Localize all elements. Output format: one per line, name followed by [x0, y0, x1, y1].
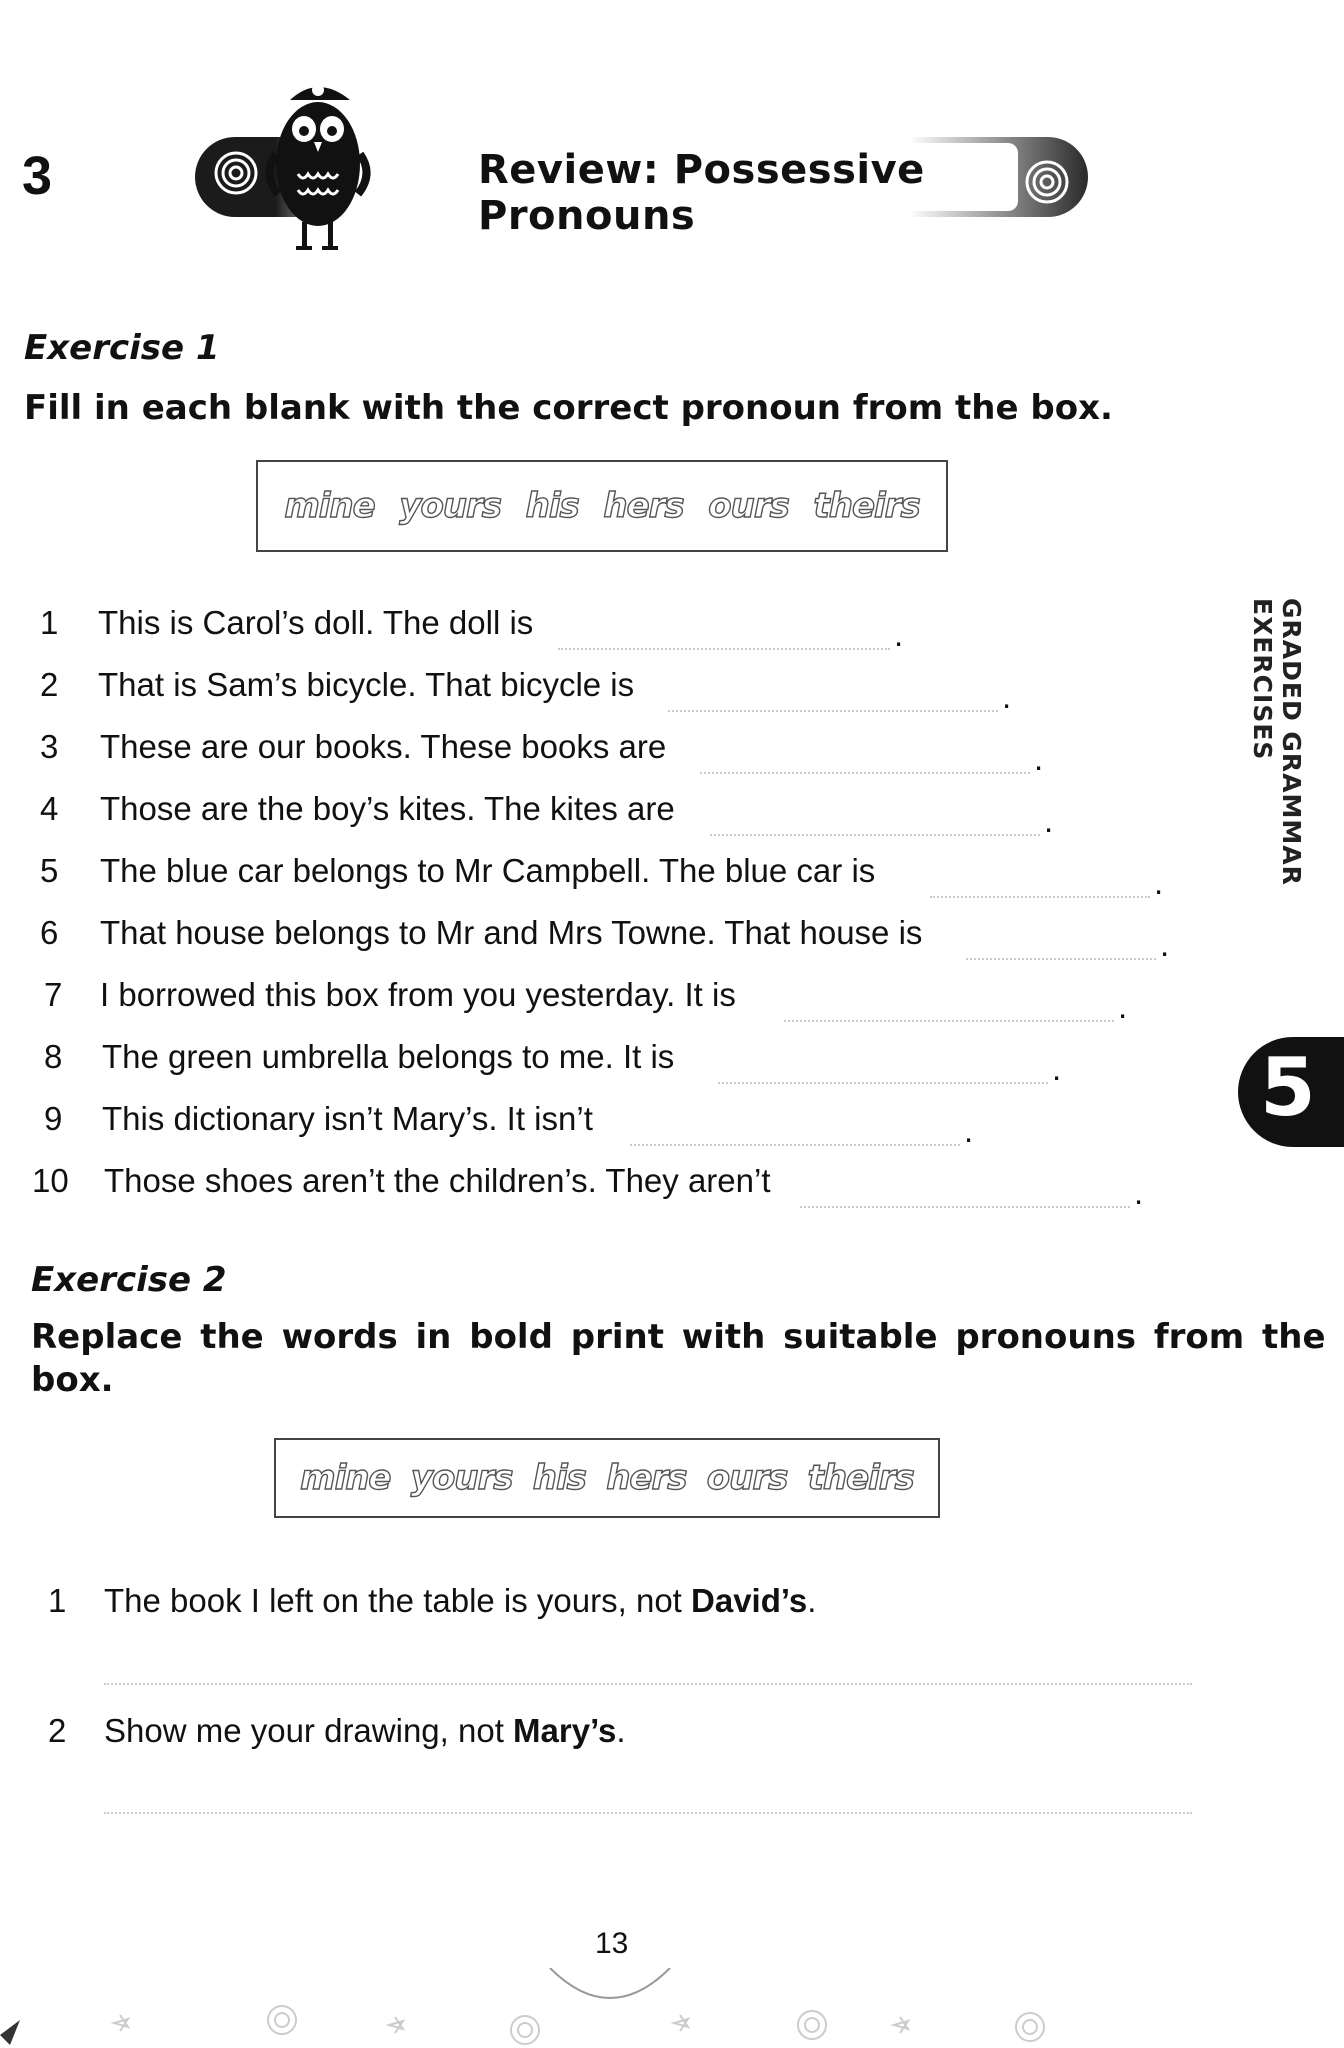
level-number: 5 [1260, 1041, 1316, 1134]
word-mine: mine [284, 486, 375, 526]
item-text: This is Carol’s doll. The doll is [98, 604, 534, 641]
word-box-1 [256, 460, 948, 552]
exercise-1-instruction: Fill in each blank with the correct pronoun from the box. [24, 388, 1113, 428]
item-number: 2 [40, 666, 59, 703]
item-number: 8 [44, 1038, 63, 1075]
word-hers: hers [603, 486, 684, 526]
word-box-2 [274, 1438, 940, 1518]
period: . [894, 616, 904, 653]
page-title: Review: Possessive Pronouns [478, 147, 925, 239]
item-text: That house belongs to Mr and Mrs Towne. That house is [100, 914, 923, 951]
level-tab [1238, 1037, 1344, 1147]
word-ours: ours [706, 1458, 788, 1498]
answer-blank[interactable] [718, 1082, 1048, 1084]
answer-blank[interactable] [784, 1020, 1114, 1022]
swirl-left-icon [211, 148, 261, 198]
word-his: his [525, 486, 579, 526]
exercise-2-instruction-cont: box. [31, 1360, 114, 1400]
word-yours: yours [399, 486, 502, 526]
answer-blank[interactable] [800, 1206, 1130, 1208]
period: . [1154, 864, 1164, 901]
item-text: These are our books. These books are [100, 728, 667, 765]
answer-line-2[interactable] [104, 1812, 1192, 1814]
word-yours: yours [410, 1458, 513, 1498]
item-number: 10 [32, 1162, 69, 1199]
item-text: Those shoes aren’t the children’s. They aren’t [104, 1162, 771, 1199]
period: . [1002, 678, 1012, 715]
item-text: Those are the boy’s kites. The kites are [100, 790, 675, 827]
word-hers: hers [606, 1458, 687, 1498]
item-number: 6 [40, 914, 59, 951]
period: . [1134, 1174, 1144, 1211]
answer-blank[interactable] [558, 648, 890, 650]
answer-blank[interactable] [700, 772, 1030, 774]
side-tab-text: GRADED GRAMMAR EXERCISES [1248, 598, 1306, 886]
bold-phrase: David’s [691, 1582, 808, 1619]
item-text: The book I left on the table is yours, not David’s. [104, 1582, 817, 1619]
item-number: 7 [44, 976, 63, 1013]
item-text: Show me your drawing, not Mary’s. [104, 1712, 626, 1749]
item-text: The blue car belongs to Mr Campbell. The blue car is [100, 852, 876, 889]
word-mine: mine [300, 1458, 391, 1498]
answer-blank[interactable] [630, 1144, 960, 1146]
exercise-2-label: Exercise 2 [31, 1260, 227, 1300]
word-his: his [532, 1458, 586, 1498]
answer-blank[interactable] [710, 834, 1040, 836]
answer-blank[interactable] [930, 896, 1150, 898]
period: . [1118, 988, 1128, 1025]
list-item [48, 1582, 1148, 1642]
period: . [1160, 926, 1170, 963]
item-text: This dictionary isn’t Mary’s. It isn’t [102, 1100, 593, 1137]
owl-mascot-icon [262, 74, 374, 252]
word-theirs: theirs [807, 1458, 914, 1498]
period: . [964, 1112, 974, 1149]
list-item [48, 1712, 1148, 1772]
exercise-1-label: Exercise 1 [24, 328, 220, 368]
answer-line-1[interactable] [104, 1683, 1192, 1685]
item-number: 9 [44, 1100, 63, 1137]
period: . [1034, 740, 1044, 777]
answer-blank[interactable] [668, 710, 998, 712]
word-theirs: theirs [813, 486, 920, 526]
period: . [1052, 1050, 1062, 1087]
word-ours: ours [708, 486, 789, 526]
item-number: 1 [48, 1582, 67, 1619]
item-number: 2 [48, 1712, 67, 1749]
item-number: 3 [40, 728, 59, 765]
item-text: That is Sam’s bicycle. That bicycle is [98, 666, 635, 703]
item-text: I borrowed this box from you yesterday. It is [100, 976, 736, 1013]
item-number: 4 [40, 790, 59, 827]
footer-decoration [0, 1975, 1344, 2048]
period: . [1044, 802, 1054, 839]
answer-blank[interactable] [966, 958, 1156, 960]
swirl-right-icon [1022, 157, 1072, 207]
item-text: The green umbrella belongs to me. It is [102, 1038, 675, 1075]
exercise-2-instruction: Replace the words in bold print with suitable pronouns from the [31, 1317, 1326, 1357]
item-number: 5 [40, 852, 59, 889]
unit-number: 3 [22, 146, 53, 206]
bold-phrase: Mary’s [513, 1712, 617, 1749]
page-number: 13 [595, 1927, 629, 1960]
item-number: 1 [40, 604, 59, 641]
